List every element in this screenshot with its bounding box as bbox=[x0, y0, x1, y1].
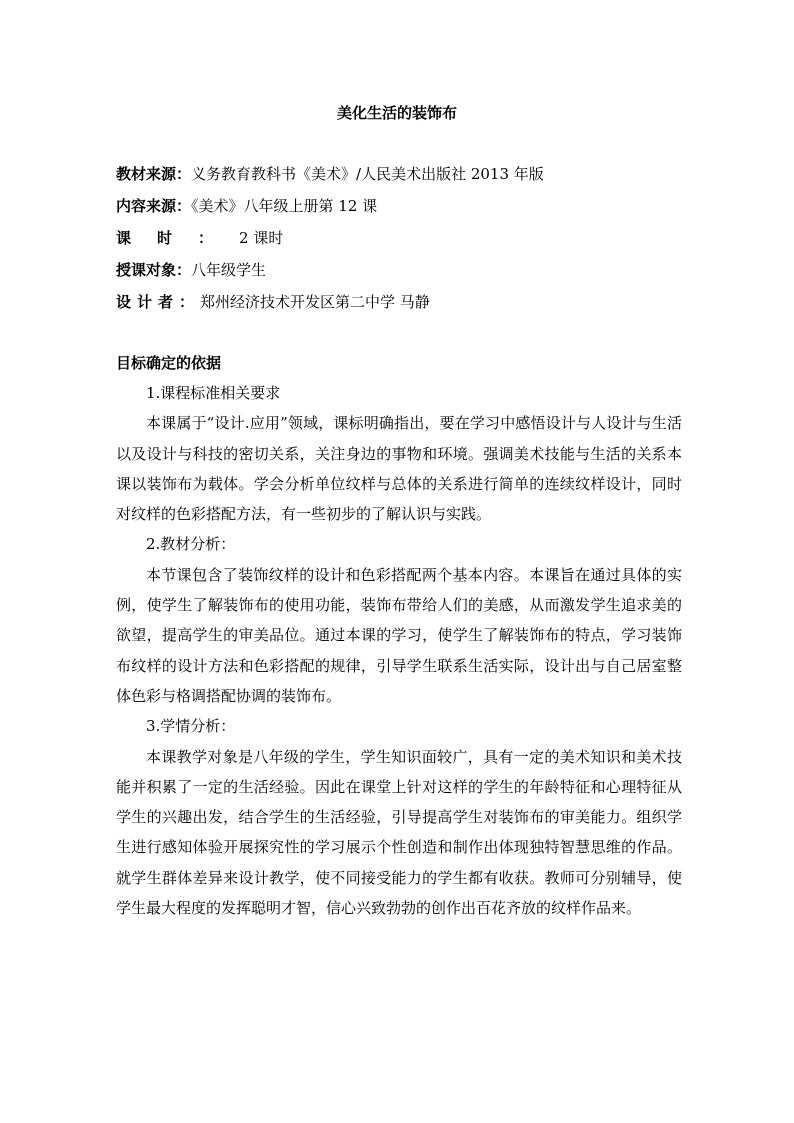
info-row-hours bbox=[116, 222, 696, 254]
info-value: 义务教育教科书《美术》/人民美术出版社 2013 年版 bbox=[191, 165, 544, 183]
info-value: 2 课时 bbox=[239, 229, 284, 247]
subsection-heading: 1.课程标准相关要求 bbox=[146, 384, 281, 402]
info-label: 教材来源： bbox=[116, 165, 192, 183]
section-body bbox=[116, 378, 682, 923]
paragraph: 本课属于“设计.应用”领域，课标明确指出，要在学习中感悟设计与人设计与生活以及设计与科技的密切关系，关注身边的事物和环境。强调美术技能与生活的关系本课以装饰布为载体。学会分析单位纹样与总体的关系进行简单的连续纹样设计，同时对纹样的色彩搭配方法，有一些初步的了解认识与实践。 bbox=[116, 414, 682, 524]
section-heading: 目标确定的依据 bbox=[116, 354, 222, 372]
info-row-audience bbox=[116, 254, 696, 286]
info-row-source bbox=[116, 158, 696, 190]
info-label: 内容来源： bbox=[116, 197, 192, 215]
paragraph: 本课教学对象是八年级的学生，学生知识面较广，具有一定的美术知识和美术技能并积累了一定的生活经验。因此在课堂上针对这样的学生的年龄特征和心理特征从学生的兴趣出发，结合学生的生活经验，引导提高学生对装饰布的审美能力。组织学生进行感知体验开展探究性的学习展示个性创造和制作出体现独特智慧思维的作品。就学生群体差异来设计教学，使不同接受能力的学生都有收获。教师可分别辅导，使学生最大程度的发挥聪明才智，信心兴致勃勃的创作出百花齐放的纹样作品来。 bbox=[116, 747, 682, 918]
info-value: 八年级学生 bbox=[191, 261, 267, 279]
info-row-content bbox=[116, 190, 696, 222]
info-row-designer bbox=[116, 286, 696, 318]
info-label: 授课对象： bbox=[116, 261, 192, 279]
document-title: 美化生活的装饰布 bbox=[336, 104, 457, 122]
subsection-heading: 2.教材分析： bbox=[146, 535, 236, 554]
info-label: 课时： bbox=[116, 229, 240, 247]
info-value: 《美术》八年级上册第 12 课 bbox=[191, 197, 378, 215]
paragraph: 本节课包含了装饰纹样的设计和色彩搭配两个基本内容。本课旨在通过具体的实例，使学生了解装饰布的使用功能，装饰布带给人们的美感，从而激发学生追求美的欲望，提高学生的审美品位。通过本课的学习，使学生了解装饰布的特点，学习装饰布纹样的设计方法和色彩搭配的规律，引导学生联系生活实际，设计出与自己居室整体色彩与格调搭配协调的装饰布。 bbox=[116, 565, 682, 705]
subsection-heading: 3.学情分析： bbox=[146, 717, 236, 736]
info-label: 设计者： bbox=[116, 293, 201, 311]
info-value: 郑州经济技术开发区第二中学 马静 bbox=[200, 293, 430, 311]
course-info bbox=[116, 158, 696, 318]
